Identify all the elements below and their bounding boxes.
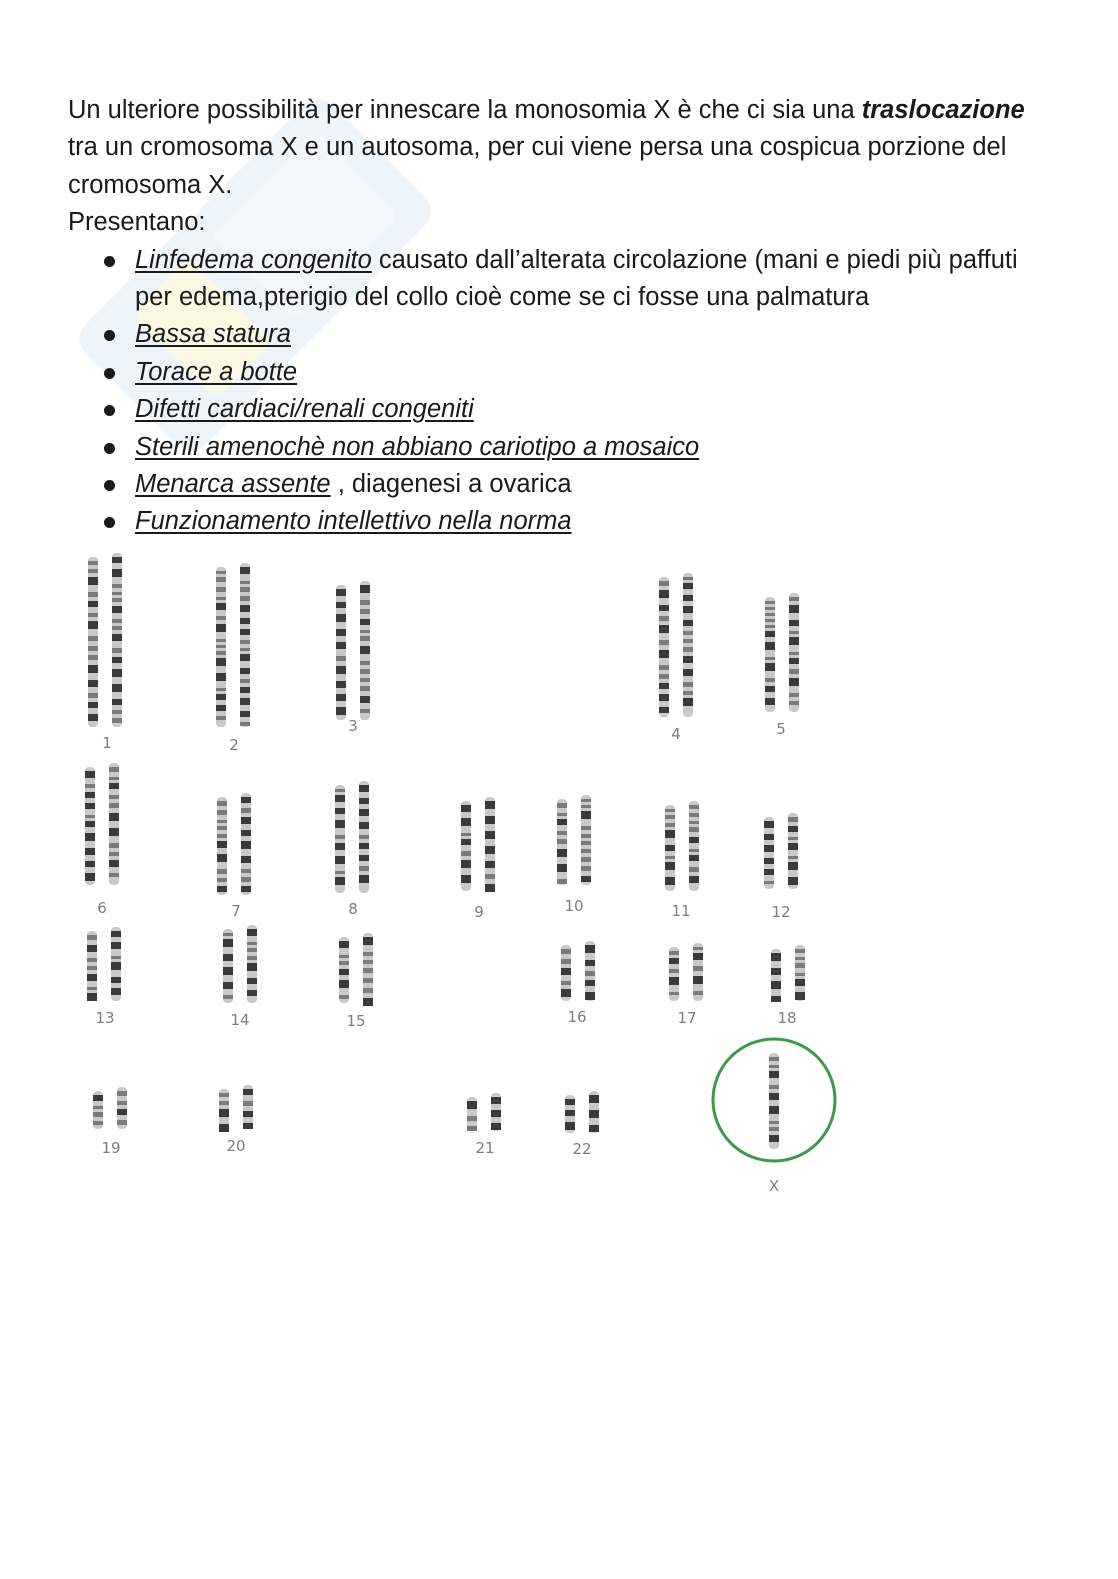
chromosome	[111, 927, 121, 1001]
chromosome	[85, 767, 95, 885]
chromosome	[217, 797, 227, 895]
list-item	[68, 354, 1058, 391]
chromosome-label-20: 20	[226, 1137, 246, 1155]
list-item-term: Linfedema congenito	[135, 245, 372, 274]
chromosome	[335, 785, 345, 893]
chromosome-pair-14	[223, 925, 257, 1003]
chromosome	[360, 581, 370, 720]
karyotype-image	[60, 545, 880, 1210]
chromosome	[581, 795, 591, 885]
chromosome-pair-1	[88, 553, 122, 727]
bold-term-traslocazione: traslocazione	[861, 96, 1025, 124]
chromosome	[467, 1097, 477, 1131]
list-item	[68, 242, 1058, 317]
chromosome	[485, 797, 495, 892]
chromosome-pair-22	[565, 1091, 599, 1133]
chromosome-label-x: X	[768, 1177, 780, 1195]
chromosome	[241, 793, 251, 895]
list-item-term: Bassa statura	[135, 320, 291, 349]
chromosome-label-8: 8	[348, 900, 358, 918]
chromosome	[665, 805, 675, 891]
chromosome	[109, 763, 119, 885]
chromosome-label-5: 5	[776, 720, 786, 738]
chromosome	[219, 1089, 229, 1132]
chromosome-pair-20	[219, 1085, 253, 1132]
chromosome	[561, 945, 571, 1001]
chromosome-pair-19	[93, 1087, 127, 1129]
chromosome-pair-18	[771, 945, 805, 1002]
chromosome-label-19: 19	[101, 1139, 121, 1157]
list-item	[68, 429, 1058, 466]
chromosome-pair-3	[336, 581, 370, 720]
chromosome-pair-13	[87, 927, 121, 1001]
chromosome-label-3: 3	[348, 717, 358, 735]
list-item-term: Torace a botte	[135, 357, 298, 386]
chromosome	[689, 801, 699, 891]
chromosome	[223, 929, 233, 1003]
list-item-term: Sterili amenochè non abbiano cariotipo a mosaico	[135, 432, 700, 461]
list-item-text: , diagenesi a ovarica	[330, 470, 572, 499]
chromosome	[112, 553, 122, 727]
chromosome	[585, 941, 595, 1001]
chromosome-label-22: 22	[572, 1140, 592, 1158]
chromosome-label-12: 12	[771, 903, 791, 921]
chromosome	[87, 931, 97, 1001]
chromosome	[565, 1095, 575, 1133]
chromosome-pair-6	[85, 763, 119, 885]
chromosome	[765, 597, 775, 712]
chromosome-pair-9	[461, 797, 495, 892]
list-item	[68, 466, 1058, 503]
chromosome-pair-15	[339, 933, 373, 1006]
chromosome	[117, 1087, 127, 1129]
list-item	[68, 316, 1058, 353]
chromosome	[589, 1091, 599, 1133]
paragraph-text-1: Un ulteriore possibilità per innescare la monosomia X è che ci sia una	[68, 96, 862, 124]
chromosome	[339, 937, 349, 1003]
chromosome-pair-4	[659, 573, 693, 717]
chromosome-label-18: 18	[777, 1009, 797, 1027]
chromosome-label-6: 6	[97, 899, 107, 917]
chromosome	[240, 563, 250, 727]
document-body	[68, 92, 1058, 541]
chromosome-label-16: 16	[567, 1008, 587, 1026]
list-item-term: Menarca assente	[135, 470, 331, 499]
chromosome-label-10: 10	[564, 897, 584, 915]
chromosome-pair-12	[764, 813, 798, 889]
chromosome	[659, 577, 669, 717]
chromosome	[789, 593, 799, 712]
chromosome-label-17: 17	[677, 1009, 697, 1027]
chromosome-label-2: 2	[229, 736, 239, 754]
chromosome	[247, 925, 257, 1003]
chromosome-x-single	[769, 1053, 779, 1149]
chromosome-pair-17	[669, 943, 703, 1001]
intro-paragraph	[68, 92, 1058, 204]
list-item-text: causato dall’alterata circolazione (mani e piedi più paffuti per edema,pterigio del collo cioè come se ci fosse una palmatura	[135, 245, 1018, 312]
chromosome	[788, 813, 798, 889]
karyotype-figure	[60, 545, 880, 1210]
symptom-list	[68, 242, 1058, 541]
chromosome-pair-16	[561, 941, 595, 1001]
chromosome	[88, 557, 98, 727]
chromosome	[461, 801, 471, 891]
chromosome-label-21: 21	[475, 1139, 495, 1157]
chromosome-pair-11	[665, 801, 699, 891]
chromosome-label-15: 15	[346, 1012, 366, 1030]
paragraph-text-2: tra un cromosoma X e un autosoma, per cui viene persa una cospicua porzione del cromosoma X.	[68, 133, 1007, 199]
chromosome-label-11: 11	[671, 902, 691, 920]
chromosome	[669, 947, 679, 1001]
list-item	[68, 391, 1058, 428]
chromosome-pair-10	[557, 795, 591, 885]
chromosome	[683, 573, 693, 717]
chromosome	[243, 1085, 253, 1129]
list-item	[68, 503, 1058, 540]
chromosome	[363, 933, 373, 1006]
chromosome-pair-7	[217, 793, 251, 895]
chromosome	[693, 943, 703, 1001]
list-item-term: Difetti cardiaci/renali congeniti	[135, 395, 474, 424]
chromosome	[216, 567, 226, 727]
chromosome-label-1: 1	[102, 734, 112, 752]
chromosome	[491, 1093, 501, 1131]
chromosome-pair-2	[216, 563, 250, 727]
chromosome-label-7: 7	[231, 902, 241, 920]
chromosome-label-4: 4	[671, 725, 681, 743]
chromosome	[557, 799, 567, 885]
chromosome	[795, 945, 805, 1001]
chromosome-label-9: 9	[474, 903, 484, 921]
chromosome	[771, 949, 781, 1002]
presentano-label: Presentano:	[68, 208, 206, 237]
chromosome	[359, 781, 369, 893]
chromosome	[764, 817, 774, 889]
chromosome-pair-8	[335, 781, 369, 893]
chromosome-label-13: 13	[95, 1009, 115, 1027]
chromosome-label-14: 14	[230, 1011, 250, 1029]
list-item-term: Funzionamento intellettivo nella norma	[135, 507, 572, 536]
chromosome	[93, 1091, 103, 1129]
chromosome	[769, 1053, 779, 1149]
chromosome-pair-21	[467, 1093, 501, 1131]
chromosome	[336, 585, 346, 720]
chromosome-pair-5	[765, 593, 799, 712]
